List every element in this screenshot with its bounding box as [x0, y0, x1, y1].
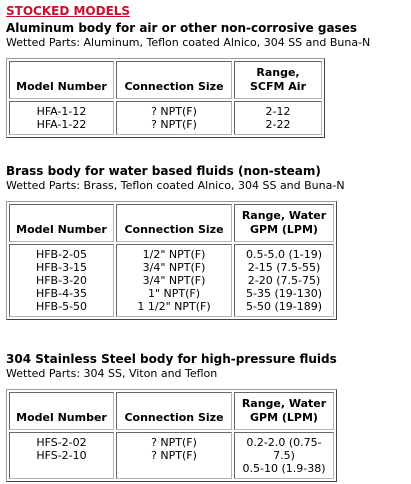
connection-size: 1" NPT(F)	[147, 287, 201, 300]
range-value: 2-12	[265, 105, 291, 118]
header-connection-size: Connection Size	[116, 61, 232, 99]
model-cell	[9, 432, 114, 479]
wetted-parts: Wetted Parts: Brass, Teflon coated Alnico, 304 SS and Buna-N	[6, 179, 345, 192]
range-value: 5-50 (19-189)	[245, 300, 322, 313]
range-value: 2-20 (7.5-75)	[247, 274, 321, 287]
header-connection-size: Connection Size	[116, 392, 232, 430]
wetted-parts: Wetted Parts: 304 SS, Viton and Teflon	[6, 367, 218, 380]
range-cell	[234, 244, 334, 317]
range-value: 0.2-2.0 (0.75-7.5)	[246, 436, 322, 462]
header-model-number: Model Number	[9, 204, 114, 242]
table-row	[9, 101, 322, 135]
table-header-row	[9, 392, 334, 430]
connection-cell	[116, 244, 232, 317]
header-range-line: GPM (LPM)	[250, 411, 318, 424]
section-stainless	[6, 352, 406, 482]
connection-cell	[116, 101, 232, 135]
range-cell	[234, 432, 334, 479]
section-heading: Aluminum body for air or other non-corrosive gases	[6, 21, 357, 35]
header-range-line: SCFM Air	[250, 80, 306, 93]
range-value: 0.5-10 (1.9-38)	[242, 462, 326, 475]
connection-size: ? NPT(F)	[151, 449, 197, 462]
model-number: HFS-2-02	[36, 436, 87, 449]
connection-cell	[116, 432, 232, 479]
model-number: HFS-2-10	[36, 449, 87, 462]
range-value: 0.5-5.0 (1-19)	[245, 248, 322, 261]
header-range-line: Range, Water	[241, 397, 327, 410]
model-cell	[9, 244, 114, 317]
models-table	[6, 389, 337, 482]
connection-size: ? NPT(F)	[151, 436, 197, 449]
table-row	[9, 244, 334, 317]
header-range-line: Range,	[256, 66, 300, 79]
model-cell	[9, 101, 114, 135]
model-number: HFB-2-05	[35, 248, 88, 261]
models-table	[6, 201, 337, 320]
header-model-number: Model Number	[9, 392, 114, 430]
header-range-line: GPM (LPM)	[250, 223, 318, 236]
range-value: 2-22	[265, 118, 291, 131]
model-number: HFB-3-15	[35, 261, 88, 274]
section-heading: 304 Stainless Steel body for high-pressure fluids	[6, 352, 337, 366]
connection-size: ? NPT(F)	[151, 105, 197, 118]
connection-size: 3/4" NPT(F)	[142, 274, 206, 287]
connection-size: ? NPT(F)	[151, 118, 197, 131]
model-number: HFB-5-50	[35, 300, 88, 313]
section-brass	[6, 164, 406, 320]
wetted-parts: Wetted Parts: Aluminum, Teflon coated Alnico, 304 SS and Buna-N	[6, 36, 371, 49]
header-range	[234, 204, 334, 242]
range-cell	[234, 101, 322, 135]
table-row	[9, 432, 334, 479]
section-heading: Brass body for water based fluids (non-steam)	[6, 164, 321, 178]
header-range-line: Range, Water	[241, 209, 327, 222]
header-connection-size: Connection Size	[116, 204, 232, 242]
table-header-row	[9, 61, 322, 99]
table-header-row	[9, 204, 334, 242]
models-table	[6, 58, 325, 138]
model-number: HFB-4-35	[35, 287, 88, 300]
model-number: HFB-3-20	[35, 274, 88, 287]
header-range	[234, 61, 322, 99]
section-aluminum	[6, 21, 406, 138]
connection-size: 3/4" NPT(F)	[142, 261, 206, 274]
connection-size: 1/2" NPT(F)	[142, 248, 206, 261]
page-title: STOCKED MODELS	[6, 4, 131, 18]
connection-size: 1 1/2" NPT(F)	[137, 300, 211, 313]
range-value: 5-35 (19-130)	[245, 287, 322, 300]
model-number: HFA-1-12	[36, 105, 87, 118]
model-number: HFA-1-22	[36, 118, 87, 131]
range-value: 2-15 (7.5-55)	[247, 261, 321, 274]
header-model-number: Model Number	[9, 61, 114, 99]
header-range	[234, 392, 334, 430]
